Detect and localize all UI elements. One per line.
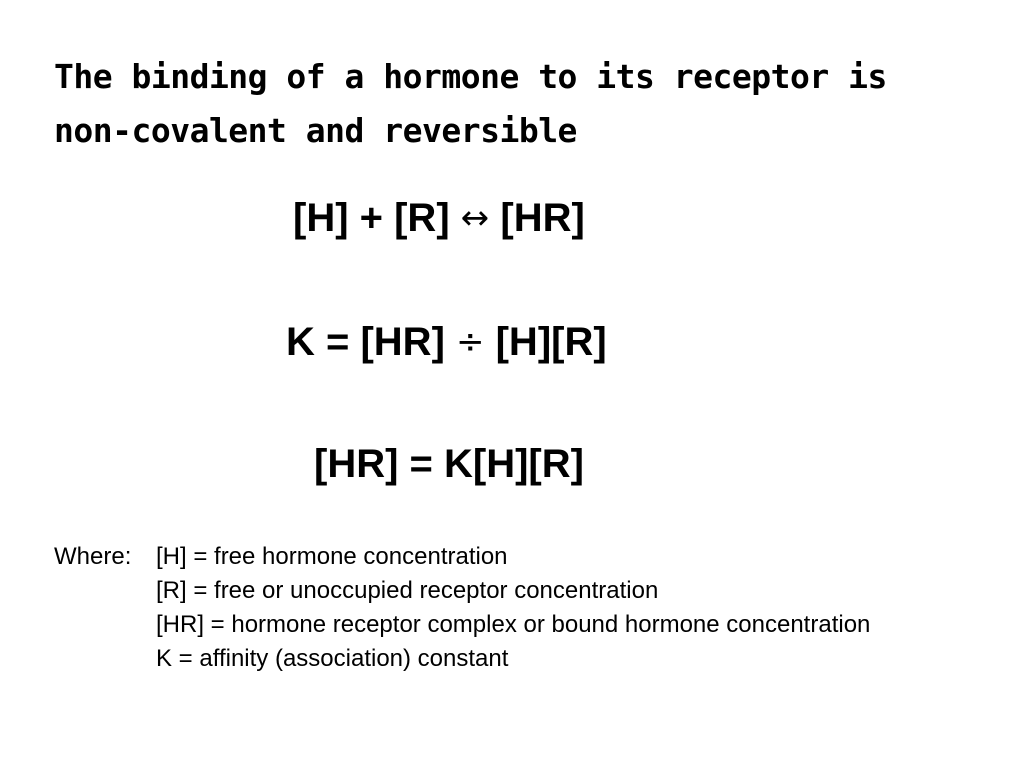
definition-free-hormone: [H] = free hormone concentration [156,543,508,570]
reversible-arrow-icon: ↔ [460,198,490,238]
definition-row [54,642,870,676]
affinity-constant-equation [286,318,607,366]
definition-bound-complex: [HR] = hormone receptor complex or bound hormone concentration [156,611,871,638]
title-line-1: The binding of a hormone to its receptor is [54,57,887,96]
affinity-denominator: [H][R] [484,320,607,364]
affinity-numerator: K = [HR] [286,320,456,364]
slide-title [54,50,1024,158]
definition-row [54,540,870,574]
equilibrium-product: [HR] [489,196,585,240]
equilibrium-reactants: [H] + [R] [293,196,461,240]
division-sign-icon: ÷ [456,322,485,362]
definition-row [54,608,870,642]
where-label: Where: [54,543,132,570]
bound-complex-equation: [HR] = K[H][R] [314,442,584,486]
definition-affinity-constant: K = affinity (association) constant [156,645,509,672]
definitions-list [54,540,870,676]
definition-row [54,574,870,608]
definition-free-receptor: [R] = free or unoccupied receptor concentration [156,577,659,604]
title-line-2: non-covalent and reversible [54,111,577,150]
equilibrium-equation [293,194,585,242]
